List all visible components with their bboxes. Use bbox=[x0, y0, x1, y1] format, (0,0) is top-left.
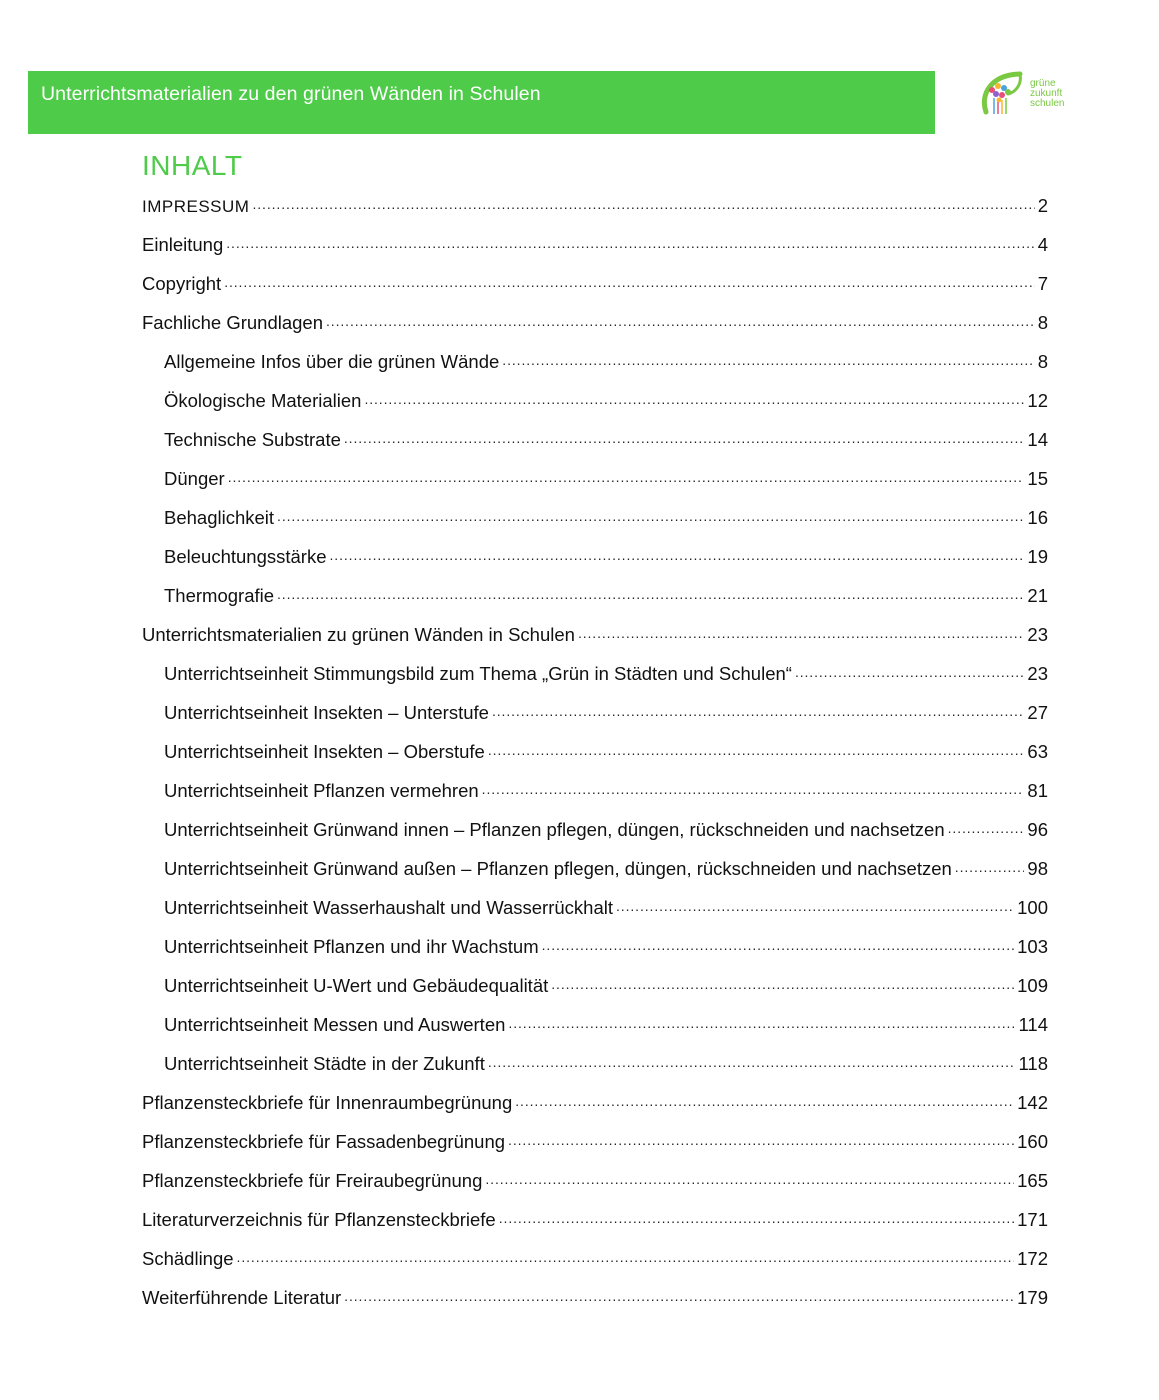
toc-leader-dots bbox=[542, 933, 1015, 953]
toc-leader-dots bbox=[326, 309, 1035, 329]
toc-entry[interactable] bbox=[142, 1284, 1048, 1323]
toc-entry-label: Ökologische Materialien bbox=[164, 390, 362, 411]
toc-entry[interactable] bbox=[142, 699, 1048, 738]
toc-entry-page-number: 2 bbox=[1037, 195, 1048, 216]
logo-line-2: zukunft bbox=[1030, 88, 1063, 99]
toc-leader-dots bbox=[228, 465, 1025, 485]
toc-leader-dots bbox=[226, 231, 1034, 251]
toc-leader-dots bbox=[488, 1050, 1016, 1070]
toc-leader-dots bbox=[551, 972, 1014, 992]
toc-entry-label: Fachliche Grundlagen bbox=[142, 312, 323, 333]
toc-entry[interactable] bbox=[142, 543, 1048, 582]
toc-leader-dots bbox=[616, 894, 1014, 914]
toc-leader-dots bbox=[955, 855, 1025, 875]
toc-entry-label: Unterrichtseinheit Städte in der Zukunft bbox=[164, 1053, 485, 1074]
toc-entry-label: Unterrichtseinheit Grünwand außen – Pflanzen pflegen, düngen, rückschneiden und nachsetzen bbox=[164, 858, 952, 879]
toc-entry-page-number: 21 bbox=[1027, 585, 1048, 606]
toc-entry-label: Copyright bbox=[142, 273, 222, 294]
toc-entry-page-number: 96 bbox=[1027, 819, 1048, 840]
toc-entry-label: Beleuchtungsstärke bbox=[164, 546, 327, 567]
toc-entry[interactable] bbox=[142, 660, 1048, 699]
toc-leader-dots bbox=[795, 660, 1024, 680]
toc-entry-label: Literaturverzeichnis für Pflanzensteckbriefe bbox=[142, 1209, 496, 1230]
toc-entry[interactable] bbox=[142, 855, 1048, 894]
toc-leader-dots bbox=[508, 1128, 1014, 1148]
toc-entry-page-number: 114 bbox=[1018, 1014, 1048, 1035]
toc-entry[interactable] bbox=[142, 621, 1048, 660]
toc-entry-page-number: 171 bbox=[1017, 1209, 1048, 1230]
toc-entry-label: Unterrichtseinheit Insekten – Oberstufe bbox=[164, 741, 485, 762]
toc-entry-page-number: 109 bbox=[1017, 975, 1048, 996]
toc-entry-page-number: 7 bbox=[1037, 273, 1048, 294]
toc-entry-label: Unterrichtseinheit Pflanzen und ihr Wachstum bbox=[164, 936, 539, 957]
toc-leader-dots bbox=[277, 504, 1024, 524]
logo-wordmark bbox=[1030, 79, 1064, 109]
toc-entry[interactable] bbox=[142, 1245, 1048, 1284]
toc-entry-label: Pflanzensteckbriefe für Fassadenbegrünung bbox=[142, 1131, 506, 1152]
toc-leader-dots bbox=[344, 426, 1025, 446]
toc-leader-dots bbox=[330, 543, 1025, 563]
toc-entry-page-number: 172 bbox=[1017, 1248, 1048, 1269]
toc-entry-page-number: 160 bbox=[1017, 1131, 1048, 1152]
toc-entry[interactable] bbox=[142, 1050, 1048, 1089]
toc-entry-page-number: 4 bbox=[1037, 234, 1048, 255]
toc-entry-label: Unterrichtseinheit Messen und Auswerten bbox=[164, 1014, 506, 1035]
toc-entry[interactable] bbox=[142, 933, 1048, 972]
logo-line-3: schulen bbox=[1030, 98, 1065, 109]
toc-leader-dots bbox=[508, 1011, 1015, 1031]
toc-leader-dots bbox=[485, 1167, 1014, 1187]
toc-leader-dots bbox=[499, 1206, 1014, 1226]
toc-entry-page-number: 27 bbox=[1027, 702, 1048, 723]
toc-heading: INHALT bbox=[142, 150, 243, 181]
toc-entry-label: Pflanzensteckbriefe für Innenraumbegrünung bbox=[142, 1092, 513, 1113]
toc-entry[interactable] bbox=[142, 972, 1048, 1011]
toc-leader-dots bbox=[277, 582, 1024, 602]
toc-entry[interactable] bbox=[142, 894, 1048, 933]
toc-entry-label: Einleitung bbox=[142, 234, 224, 255]
toc-entry-page-number: 142 bbox=[1017, 1092, 1048, 1113]
toc-entry[interactable] bbox=[142, 309, 1048, 348]
toc-entry[interactable] bbox=[142, 348, 1048, 387]
toc-entry[interactable] bbox=[142, 1011, 1048, 1050]
toc-leader-dots bbox=[578, 621, 1024, 641]
toc-entry[interactable] bbox=[142, 777, 1048, 816]
toc-entry[interactable] bbox=[142, 426, 1048, 465]
toc-entry-label: IMPRESSUM bbox=[142, 197, 250, 216]
toc-entry-page-number: 16 bbox=[1027, 507, 1048, 528]
toc-entry[interactable] bbox=[142, 1089, 1048, 1128]
toc-entry-label: Unterrichtsmaterialien zu grünen Wänden in Schulen bbox=[142, 624, 575, 645]
toc-leader-dots bbox=[502, 348, 1034, 368]
toc-entry-label: Unterrichtseinheit Pflanzen vermehren bbox=[164, 780, 479, 801]
toc-entry[interactable] bbox=[142, 270, 1048, 309]
toc-entry-label: Behaglichkeit bbox=[164, 507, 275, 528]
toc-entry-page-number: 100 bbox=[1017, 897, 1048, 918]
toc-entry-page-number: 15 bbox=[1027, 468, 1048, 489]
toc-entry-label: Technische Substrate bbox=[164, 429, 341, 450]
toc-entry-page-number: 8 bbox=[1037, 312, 1048, 333]
toc-leader-dots bbox=[492, 699, 1024, 719]
toc-leader-dots bbox=[488, 738, 1025, 758]
toc-entry-label: Unterrichtseinheit U-Wert und Gebäudequalität bbox=[164, 975, 549, 996]
toc-leader-dots bbox=[364, 387, 1024, 407]
toc-entry-page-number: 118 bbox=[1018, 1053, 1048, 1074]
toc-entry-label: Thermografie bbox=[164, 585, 275, 606]
toc-entry-label: Weiterführende Literatur bbox=[142, 1287, 342, 1308]
toc-entry-label: Allgemeine Infos über die grünen Wände bbox=[164, 351, 500, 372]
toc-entry-page-number: 98 bbox=[1027, 858, 1048, 879]
toc-entry-label: Unterrichtseinheit Stimmungsbild zum Thema „Grün in Städten und Schulen“ bbox=[164, 663, 792, 684]
toc-entry[interactable] bbox=[142, 465, 1048, 504]
table-of-contents bbox=[142, 192, 1048, 1323]
document-title: Unterrichtsmaterialien zu den grünen Wänden in Schulen bbox=[41, 83, 541, 105]
toc-entry-page-number: 14 bbox=[1027, 429, 1048, 450]
toc-entry-label: Dünger bbox=[164, 468, 225, 489]
logo-line-1: grüne bbox=[1030, 78, 1056, 89]
toc-entry[interactable] bbox=[142, 387, 1048, 426]
toc-leader-dots bbox=[237, 1245, 1015, 1265]
toc-entry-page-number: 8 bbox=[1037, 351, 1048, 372]
toc-entry[interactable] bbox=[142, 1206, 1048, 1245]
toc-entry[interactable] bbox=[142, 816, 1048, 855]
toc-entry[interactable] bbox=[142, 582, 1048, 621]
toc-entry-page-number: 19 bbox=[1027, 546, 1048, 567]
toc-entry[interactable] bbox=[142, 738, 1048, 777]
toc-leader-dots bbox=[948, 816, 1025, 836]
toc-entry-label: Unterrichtseinheit Insekten – Unterstufe bbox=[164, 702, 489, 723]
toc-entry-label: Pflanzensteckbriefe für Freiraubegrünung bbox=[142, 1170, 483, 1191]
toc-entry-label: Schädlinge bbox=[142, 1248, 234, 1269]
toc-entry-page-number: 23 bbox=[1027, 624, 1048, 645]
toc-leader-dots bbox=[515, 1089, 1014, 1109]
toc-entry-page-number: 12 bbox=[1027, 390, 1048, 411]
header-banner bbox=[28, 71, 935, 134]
toc-entry[interactable] bbox=[142, 231, 1048, 270]
toc-entry[interactable] bbox=[142, 504, 1048, 543]
toc-entry-page-number: 103 bbox=[1017, 936, 1048, 957]
toc-entry[interactable] bbox=[142, 192, 1048, 231]
toc-entry-page-number: 63 bbox=[1027, 741, 1048, 762]
toc-leader-dots bbox=[252, 192, 1034, 212]
toc-entry[interactable] bbox=[142, 1128, 1048, 1167]
toc-leader-dots bbox=[224, 270, 1035, 290]
toc-leader-dots bbox=[482, 777, 1025, 797]
toc-entry-page-number: 165 bbox=[1017, 1170, 1048, 1191]
toc-entry-page-number: 23 bbox=[1027, 663, 1048, 684]
toc-entry-page-number: 81 bbox=[1027, 780, 1048, 801]
toc-entry-label: Unterrichtseinheit Grünwand innen – Pflanzen pflegen, düngen, rückschneiden und nachsetzen bbox=[164, 819, 945, 840]
toc-leader-dots bbox=[344, 1284, 1014, 1304]
toc-entry-label: Unterrichtseinheit Wasserhaushalt und Wasserrückhalt bbox=[164, 897, 613, 918]
toc-entry[interactable] bbox=[142, 1167, 1048, 1206]
toc-entry-page-number: 179 bbox=[1017, 1287, 1048, 1308]
